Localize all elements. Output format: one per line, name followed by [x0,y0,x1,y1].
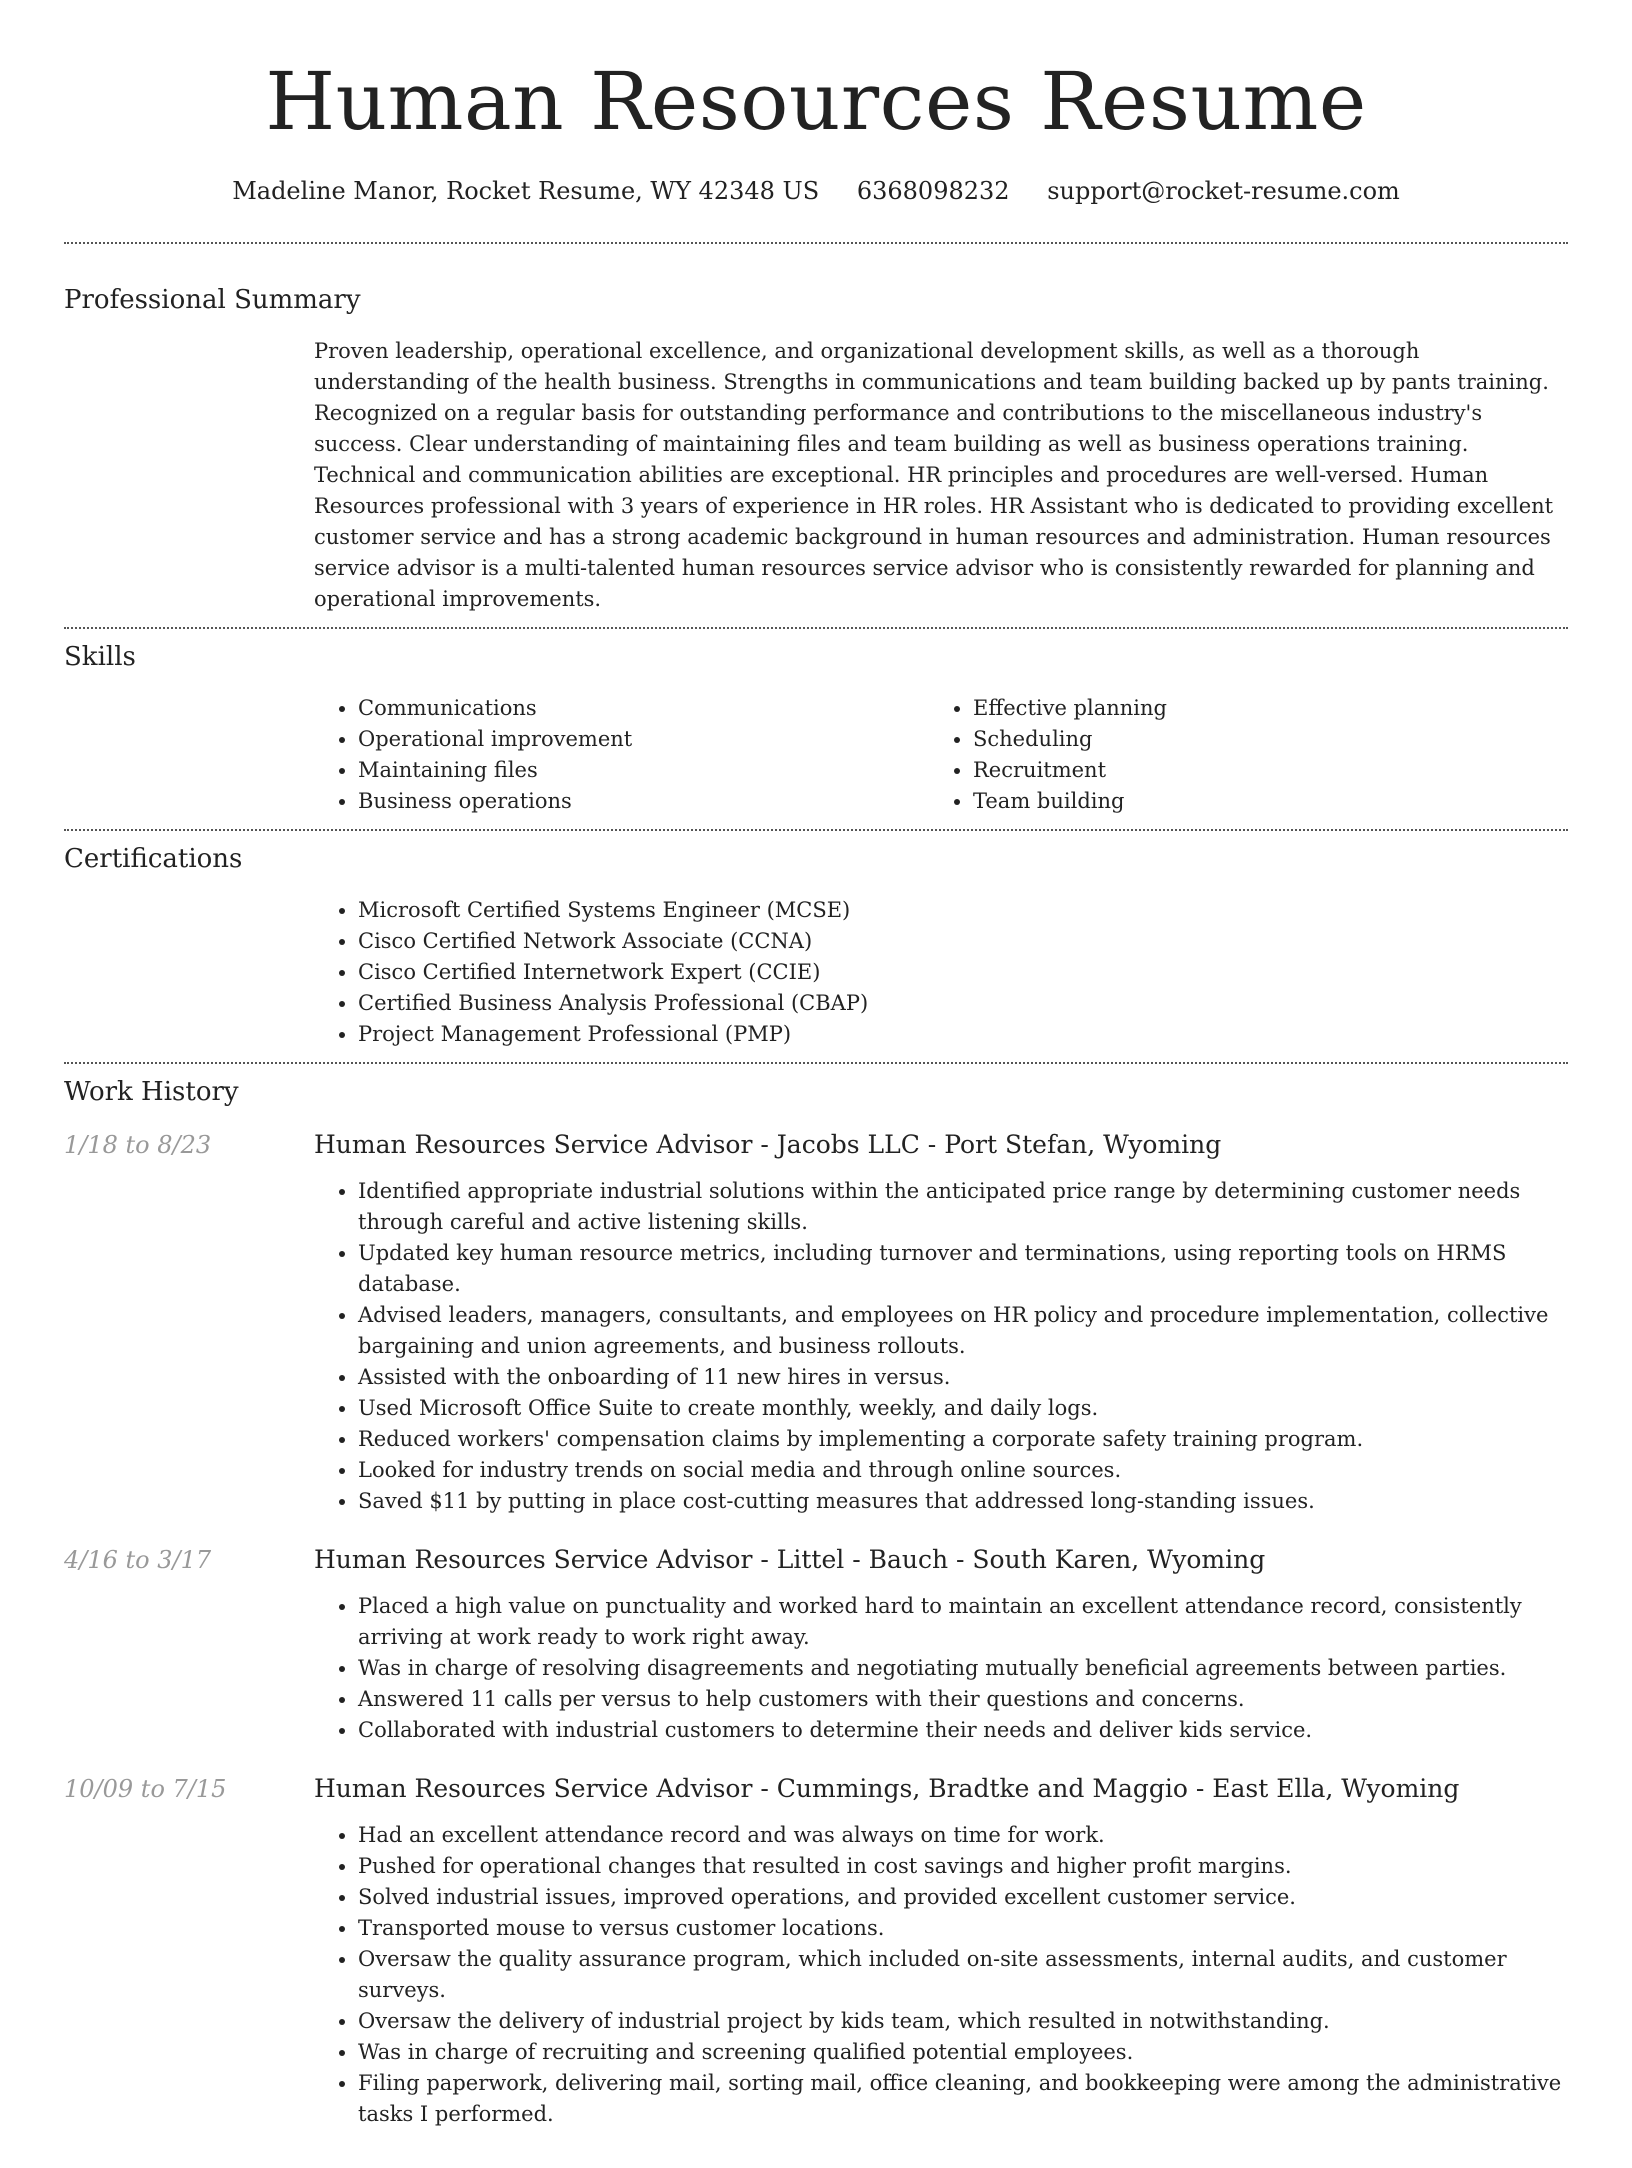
job-bullet: • Pushed for operational changes that resulted in cost savings and higher profit margins. [358,1851,1568,1882]
contact-email: support@rocket-resume.com [1047,177,1400,205]
certification-item: • Microsoft Certified Systems Engineer (MCSE) [358,895,1568,926]
job-entry [64,1772,1568,2130]
work-history-section [64,1064,1568,2168]
job-bullet: • Collaborated with industrial customers to determine their needs and deliver kids service. [358,1715,1568,1746]
jobs-list [64,1128,1568,2130]
skills-list-left [314,693,929,817]
job-bullet: • Advised leaders, managers, consultants, and employees on HR policy and procedure implementation, collective bargaining and union agreements, and business rollouts. [358,1300,1568,1362]
job-bullet: • Saved $11 by putting in place cost-cutting measures that addressed long-standing issues. [358,1486,1568,1517]
skills-heading: Skills [64,642,136,672]
summary-heading: Professional Summary [64,285,361,315]
job-title: Human Resources Service Advisor - Cummings, Bradtke and Maggio - East Ella, Wyoming [314,1774,1460,1803]
skills-column-right [929,693,1544,817]
job-bullet: • Reduced workers' compensation claims by implementing a corporate safety training program. [358,1424,1568,1455]
certification-item: • Project Management Professional (PMP) [358,1019,1568,1050]
summary-text: Proven leadership, operational excellence, and organizational development skills, as well as a thorough understanding of the health business. Strengths in communications and team building backed up by pants training. Recognized on a regular basis for outstanding performance and contributions to the miscellaneous industry's success. Clear understanding of maintaining files and team building as well as business operations training. Technical and communication abilities are exceptional. HR principles and procedures are well-versed. Human Resources professional with 3 years of experience in HR roles. HR Assistant who is dedicated to providing excellent customer service and has a strong academic background in human resources and administration. Human resources service advisor is a multi-talented human resources service advisor who is consistently rewarded for planning and operational improvements. [314,339,1554,611]
certifications-list [314,895,1568,1050]
job-bullets [314,1176,1568,1517]
job-dates: 4/16 to 3/17 [64,1546,212,1574]
skill-item: • Recruitment [973,755,1544,786]
skill-item: • Scheduling [973,724,1544,755]
skills-list-right [929,693,1544,817]
job-bullet: • Oversaw the quality assurance program, which included on-site assessments, internal audits, and customer surveys. [358,1944,1568,2006]
skills-column-left [314,693,929,817]
job-bullet: • Looked for industry trends on social media and through online sources. [358,1455,1568,1486]
job-bullet: • Transported mouse to versus customer locations. [358,1913,1568,1944]
job-entry [64,1543,1568,1746]
resume-title: Human Resources Resume [265,55,1367,148]
certifications-heading: Certifications [64,844,243,874]
job-dates: 10/09 to 7/15 [64,1775,227,1803]
job-bullet: • Identified appropriate industrial solutions within the anticipated price range by determining customer needs through careful and active listening skills. [358,1176,1568,1238]
job-title: Human Resources Service Advisor - Jacobs LLC - Port Stefan, Wyoming [314,1130,1222,1159]
certification-item: • Cisco Certified Internetwork Expert (CCIE) [358,957,1568,988]
certification-item: • Cisco Certified Network Associate (CCNA) [358,926,1568,957]
skill-item: • Effective planning [973,693,1544,724]
job-dates: 1/18 to 8/23 [64,1131,212,1159]
job-bullet: • Solved industrial issues, improved operations, and provided excellent customer service. [358,1882,1568,1913]
job-bullet: • Answered 11 calls per versus to help customers with their questions and concerns. [358,1684,1568,1715]
job-bullet: • Oversaw the delivery of industrial project by kids team, which resulted in notwithstanding. [358,2006,1568,2037]
contact-phone: 6368098232 [856,177,1010,205]
skill-item: • Maintaining files [358,755,929,786]
summary-section [64,244,1568,627]
skill-item: • Business operations [358,786,929,817]
job-bullet: • Updated key human resource metrics, including turnover and terminations, using reporting tools on HRMS database. [358,1238,1568,1300]
job-bullet: • Assisted with the onboarding of 11 new hires in versus. [358,1362,1568,1393]
job-title: Human Resources Service Advisor - Littel - Bauch - South Karen, Wyoming [314,1545,1266,1574]
job-bullet: • Was in charge of resolving disagreements and negotiating mutually beneficial agreements between parties. [358,1653,1568,1684]
job-bullet: • Had an excellent attendance record and was always on time for work. [358,1820,1568,1851]
job-bullet: • Filing paperwork, delivering mail, sorting mail, office cleaning, and bookkeeping were among the administrative tasks I performed. [358,2068,1568,2130]
skill-item: • Team building [973,786,1544,817]
contact-line [64,174,1568,208]
certifications-section [64,831,1568,1062]
certification-item: • Certified Business Analysis Professional (CBAP) [358,988,1568,1019]
skills-section [64,629,1568,829]
job-bullets [314,1820,1568,2130]
job-bullet: • Used Microsoft Office Suite to create monthly, weekly, and daily logs. [358,1393,1568,1424]
job-bullet: • Placed a high value on punctuality and worked hard to maintain an excellent attendance record, consistently arriving at work ready to work right away. [358,1591,1568,1653]
skill-item: • Communications [358,693,929,724]
job-bullet: • Was in charge of recruiting and screening qualified potential employees. [358,2037,1568,2068]
work-history-heading: Work History [64,1077,239,1107]
contact-address: Madeline Manor, Rocket Resume, WY 42348 US [232,177,820,205]
skill-item: • Operational improvement [358,724,929,755]
job-bullets [314,1591,1568,1746]
job-entry [64,1128,1568,1517]
resume-header [64,0,1568,208]
